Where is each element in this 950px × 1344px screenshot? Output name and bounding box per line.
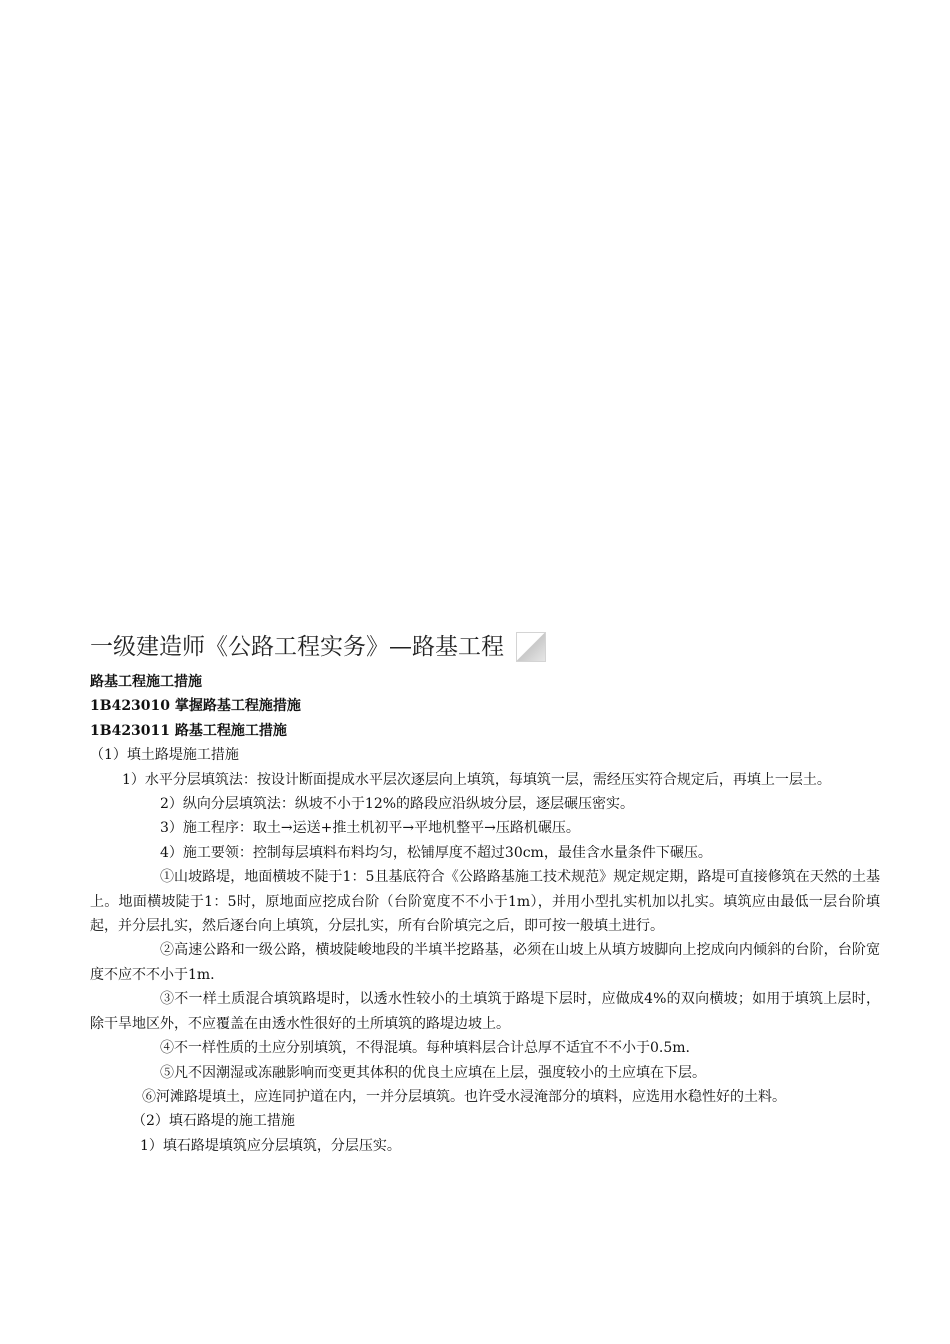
paragraph-horizontal-layering: 1）水平分层填筑法：按设计断面提成水平层次逐层向上填筑，每填筑一层，需经压实符合规定后，再填上一层土。 (122, 771, 831, 788)
paragraph-construction-essentials: 4）施工要领：控制每层填料布料均匀，松铺厚度不超过30cm，最佳含水量条件下碾压。 (160, 844, 712, 861)
section-2-label: （2）填石路堤的施工措施 (132, 1113, 295, 1130)
document-title: 一级建造师《公路工程实务》—路基工程 (90, 634, 504, 660)
paragraph-highway-half-fill: ②高速公路和一级公路，横坡陡峻地段的半填半挖路基，必须在山坡上从填方坡脚向上挖成向内倾斜的台阶，台阶宽度不应不不小于1m. (90, 942, 880, 983)
heading-section: 1B423010 掌握路基工程施措施 (90, 698, 301, 715)
heading-chapter: 路基工程施工措施 (90, 674, 202, 690)
section-1-label: （1）填土路堤施工措施 (90, 747, 239, 764)
document-icon (516, 632, 546, 662)
paragraph-soil-placement: ⑤凡不因潮湿或冻融影响而变更其体积的优良土应填在上层，强度较小的土应填在下层。 (160, 1064, 706, 1081)
paragraph-river-beach: ⑥河滩路堤填土，应连同护道在内，一并分层填筑。也许受水浸淹部分的填料，应选用水稳性好的土料。 (142, 1088, 786, 1105)
heading-subsection: 1B423011 路基工程施工措施 (90, 722, 287, 739)
document-title-row (90, 628, 880, 666)
document-content (90, 628, 880, 1158)
paragraph-construction-procedure: 3）施工程序：取土→运送+推土机初平→平地机整平→压路机碾压。 (160, 820, 580, 837)
paragraph-rock-fill: 1）填石路堤填筑应分层填筑，分层压实。 (140, 1137, 401, 1154)
paragraph-longitudinal-layering: 2）纵向分层填筑法：纵坡不小于12%的路段应沿纵坡分层，逐层碾压密实。 (160, 796, 635, 813)
paragraph-separate-filling: ④不一样性质的土应分别填筑，不得混填。每种填料层合计总厚不适宜不不小于0.5m. (160, 1040, 690, 1057)
paragraph-hillside-embankment: ①山坡路堤，地面横坡不陡于1：5且基底符合《公路路基施工技术规范》规定规定期，路堤可直接修筑在天然的土基上。地面横坡陡于1：5时，原地面应挖成台阶（台阶宽度不不小于1m），并用小型扎实机加以扎实。填筑应由最低一层台阶填起，并分层扎实，然后逐台向上填筑，分层扎实，所有台阶填完之后，即可按一般填土进行。 (90, 869, 880, 935)
paragraph-mixed-soil: ③不一样土质混合填筑路堤时，以透水性较小的土填筑于路堤下层时，应做成4%的双向横坡；如用于填筑上层时，除干旱地区外，不应覆盖在由透水性很好的土所填筑的路堤边坡上。 (90, 991, 880, 1032)
